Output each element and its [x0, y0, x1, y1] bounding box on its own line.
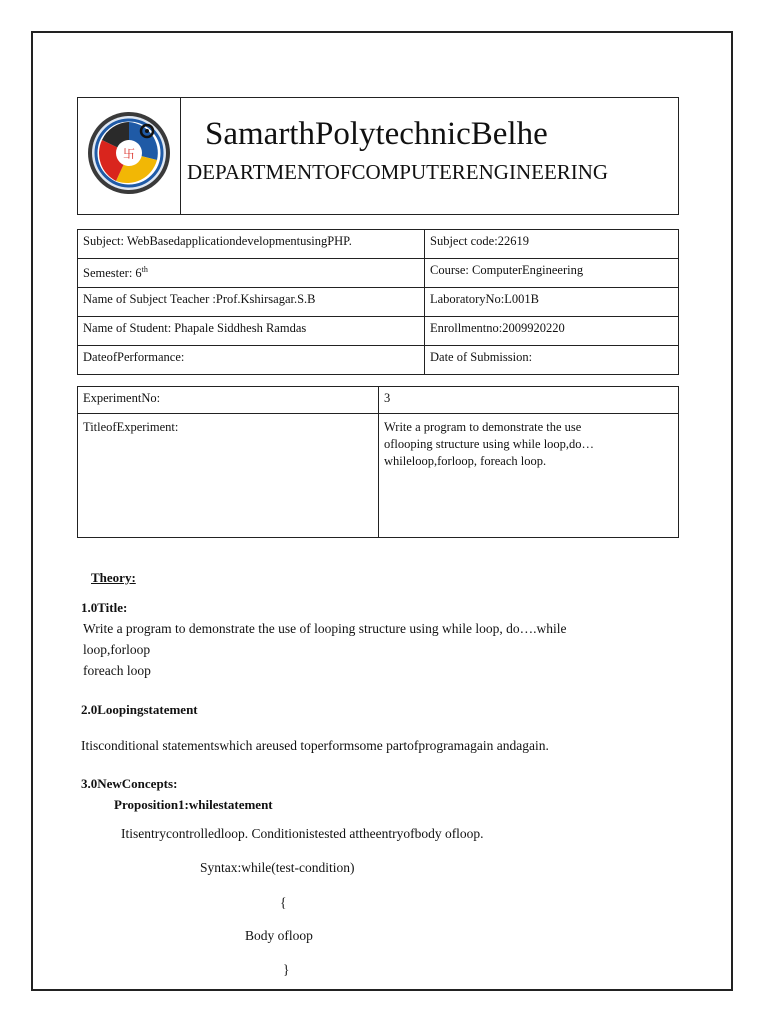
semester-text: Semester: 6: [83, 266, 142, 281]
experiment-no-value: 3: [379, 387, 679, 414]
experiment-table: [77, 386, 679, 538]
section-1-line-2: loop,forloop: [83, 642, 151, 657]
lab-no-cell: LaboratoryNo:L001B: [425, 288, 679, 317]
subject-cell: Subject: WebBasedapplicationdevelopmentusingPHP.: [78, 230, 425, 259]
table-row: [78, 387, 679, 414]
open-brace: {: [280, 895, 287, 910]
subject-code-cell: Subject code:22619: [425, 230, 679, 259]
section-2-text: Itisconditional statementswhich areused toperformsome partofprogramagain andagain.: [81, 738, 549, 753]
section-3-heading: 3.0NewConcepts:: [81, 776, 178, 791]
college-emblem-icon: [86, 110, 172, 196]
experiment-title-value: Write a program to demonstrate the use oflooping structure using while loop,do…whileloop,forloop, foreach loop.: [384, 420, 595, 468]
experiment-title-cell: [379, 414, 679, 538]
teacher-cell: Name of Subject Teacher :Prof.Kshirsagar.S.B: [78, 288, 425, 317]
experiment-no-label: ExperimentNo:: [78, 387, 379, 414]
course-cell: Course: ComputerEngineering: [425, 259, 679, 288]
enrollment-cell: Enrollmentno:2009920220: [425, 317, 679, 346]
svg-text:卐: 卐: [122, 147, 136, 161]
date-submission-cell: Date of Submission:: [425, 346, 679, 375]
department-name: DEPARTMENTOFCOMPUTERENGINEERING: [187, 160, 609, 184]
table-row: [78, 259, 679, 288]
section-1-line-3: foreach loop: [83, 663, 151, 678]
proposition-1-text: Itisentrycontrolledloop. Conditionistested attheentryofbody ofloop.: [121, 826, 484, 841]
institute-name: SamarthPolytechnicBelhe: [205, 116, 548, 152]
logo-cell: [78, 98, 181, 214]
table-row: [78, 414, 679, 538]
table-row: [78, 288, 679, 317]
loop-body-line: Body ofloop: [245, 928, 313, 943]
close-brace: }: [283, 962, 290, 977]
header-box: [77, 97, 679, 215]
section-1-line-1: Write a program to demonstrate the use of looping structure using while loop, do….while: [83, 621, 567, 636]
table-row: [78, 317, 679, 346]
semester-sup: th: [141, 265, 148, 274]
info-table: [77, 229, 679, 375]
syntax-line: Syntax:while(test-condition): [200, 860, 355, 875]
semester-cell: [78, 259, 425, 288]
experiment-title-label: TitleofExperiment:: [78, 414, 379, 538]
proposition-1-heading: Proposition1:whilestatement: [114, 797, 273, 812]
section-2-heading: 2.0Loopingstatement: [81, 702, 198, 717]
section-1-heading: 1.0Title:: [81, 600, 128, 615]
student-cell: Name of Student: Phapale Siddhesh Ramdas: [78, 317, 425, 346]
theory-heading: Theory:: [91, 570, 136, 585]
date-performance-cell: DateofPerformance:: [78, 346, 425, 375]
table-row: [78, 346, 679, 375]
table-row: [78, 230, 679, 259]
